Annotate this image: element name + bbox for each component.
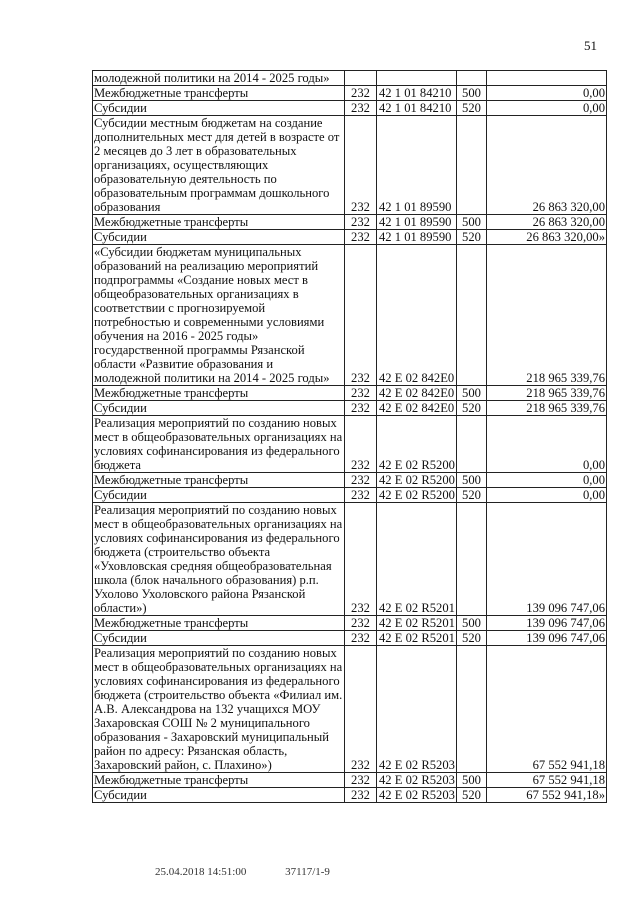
cell-department-code: 232	[345, 631, 377, 646]
cell-amount: 218 965 339,76	[487, 386, 607, 401]
table-row	[93, 488, 607, 503]
budget-table	[92, 70, 607, 803]
cell-amount: 139 096 747,06	[487, 503, 607, 616]
cell-target-article: 42 Е 02 842Е0	[377, 245, 457, 386]
cell-target-article: 42 1 01 84210	[377, 86, 457, 101]
cell-department-code: 232	[345, 245, 377, 386]
table-row	[93, 503, 607, 616]
cell-target-article: 42 Е 02 R5203	[377, 773, 457, 788]
cell-amount: 139 096 747,06	[487, 616, 607, 631]
cell-amount: 218 965 339,76	[487, 245, 607, 386]
cell-name: Субсидии	[93, 788, 345, 803]
cell-amount: 67 552 941,18»	[487, 788, 607, 803]
table-row	[93, 631, 607, 646]
cell-department-code: 232	[345, 401, 377, 416]
cell-target-article: 42 1 01 89590	[377, 116, 457, 215]
cell-expense-type	[457, 646, 487, 773]
cell-name: Межбюджетные трансферты	[93, 215, 345, 230]
cell-amount	[487, 71, 607, 86]
cell-expense-type: 500	[457, 616, 487, 631]
cell-expense-type: 520	[457, 230, 487, 245]
cell-name: Межбюджетные трансферты	[93, 773, 345, 788]
cell-amount: 67 552 941,18	[487, 646, 607, 773]
cell-name: Субсидии	[93, 488, 345, 503]
cell-target-article: 42 Е 02 R5203	[377, 788, 457, 803]
cell-expense-type: 500	[457, 386, 487, 401]
cell-target-article	[377, 71, 457, 86]
cell-amount: 139 096 747,06	[487, 631, 607, 646]
table-row	[93, 416, 607, 473]
table-row	[93, 71, 607, 86]
cell-name: Субсидии	[93, 401, 345, 416]
cell-expense-type	[457, 71, 487, 86]
cell-name: «Субсидии бюджетам муниципальных образований на реализацию мероприятий подпрограммы «Создание новых мест в общеобразовательных организациях в соответствии с прогнозируемой потребностью и современными условиями обучения на 2016 - 2025 годы» государственной программы Рязанской области «Развитие образования и молодежной политики на 2014 - 2025 годы»	[93, 245, 345, 386]
cell-target-article: 42 Е 02 R5200	[377, 473, 457, 488]
cell-name: Субсидии	[93, 101, 345, 116]
cell-name: Субсидии	[93, 230, 345, 245]
cell-name: Субсидии	[93, 631, 345, 646]
cell-department-code: 232	[345, 788, 377, 803]
table-row	[93, 86, 607, 101]
cell-name: Реализация мероприятий по созданию новых мест в общеобразовательных организациях на условиях софинансирования из федерального бюджета (строительство объекта «Уховловская средняя общеобразовательная школа (блок начального образования) р.п. Ухолово Ухоловского района Рязанской области»)	[93, 503, 345, 616]
cell-target-article: 42 Е 02 R5203	[377, 646, 457, 773]
cell-target-article: 42 Е 02 R5201	[377, 503, 457, 616]
cell-expense-type: 520	[457, 631, 487, 646]
cell-department-code: 232	[345, 386, 377, 401]
cell-amount: 0,00	[487, 416, 607, 473]
cell-department-code: 232	[345, 86, 377, 101]
cell-amount: 0,00	[487, 488, 607, 503]
cell-expense-type	[457, 503, 487, 616]
cell-expense-type	[457, 245, 487, 386]
cell-amount: 218 965 339,76	[487, 401, 607, 416]
cell-name: Реализация мероприятий по созданию новых мест в общеобразовательных организациях на условиях софинансирования из федерального бюджета	[93, 416, 345, 473]
cell-department-code: 232	[345, 473, 377, 488]
cell-amount: 0,00	[487, 101, 607, 116]
table-row	[93, 386, 607, 401]
cell-name: Субсидии местным бюджетам на создание дополнительных мест для детей в возрасте от 2 месяцев до 3 лет в образовательных организациях, осуществляющих образовательную деятельность по образовательным программам дошкольного образования	[93, 116, 345, 215]
cell-expense-type	[457, 116, 487, 215]
table-row	[93, 215, 607, 230]
table-row	[93, 101, 607, 116]
cell-target-article: 42 Е 02 842Е0	[377, 386, 457, 401]
cell-name: молодежной политики на 2014 - 2025 годы»	[93, 71, 345, 86]
cell-expense-type: 500	[457, 773, 487, 788]
cell-amount: 0,00	[487, 86, 607, 101]
table-row	[93, 401, 607, 416]
table-row	[93, 773, 607, 788]
cell-department-code: 232	[345, 616, 377, 631]
cell-department-code: 232	[345, 488, 377, 503]
cell-amount: 0,00	[487, 473, 607, 488]
table-row	[93, 646, 607, 773]
cell-department-code	[345, 71, 377, 86]
cell-expense-type: 500	[457, 215, 487, 230]
table-row	[93, 473, 607, 488]
document-code: 37117/1-9	[285, 866, 330, 878]
print-timestamp: 25.04.2018 14:51:00	[155, 866, 247, 878]
cell-department-code: 232	[345, 773, 377, 788]
cell-department-code: 232	[345, 101, 377, 116]
cell-expense-type: 500	[457, 473, 487, 488]
cell-department-code: 232	[345, 416, 377, 473]
page-number: 51	[584, 38, 597, 53]
cell-expense-type: 520	[457, 401, 487, 416]
table-body	[93, 71, 607, 803]
cell-target-article: 42 Е 02 842Е0	[377, 401, 457, 416]
table-row	[93, 788, 607, 803]
cell-name: Межбюджетные трансферты	[93, 86, 345, 101]
cell-target-article: 42 Е 02 R5200	[377, 416, 457, 473]
cell-target-article: 42 1 01 89590	[377, 215, 457, 230]
table-row	[93, 116, 607, 215]
page-footer	[155, 866, 366, 878]
cell-name: Межбюджетные трансферты	[93, 386, 345, 401]
table-row	[93, 616, 607, 631]
cell-amount: 67 552 941,18	[487, 773, 607, 788]
cell-name: Межбюджетные трансферты	[93, 616, 345, 631]
cell-target-article: 42 Е 02 R5201	[377, 616, 457, 631]
cell-expense-type: 520	[457, 101, 487, 116]
cell-target-article: 42 Е 02 R5200	[377, 488, 457, 503]
table-row	[93, 230, 607, 245]
cell-expense-type: 500	[457, 86, 487, 101]
cell-target-article: 42 1 01 84210	[377, 101, 457, 116]
cell-name: Межбюджетные трансферты	[93, 473, 345, 488]
cell-department-code: 232	[345, 116, 377, 215]
cell-expense-type	[457, 416, 487, 473]
cell-expense-type: 520	[457, 488, 487, 503]
cell-expense-type: 520	[457, 788, 487, 803]
cell-name: Реализация мероприятий по созданию новых мест в общеобразовательных организациях на условиях софинансирования из федерального бюджета (строительство объекта «Филиал им. А.В. Александрова на 132 учащихся МОУ Захаровская СОШ № 2 муниципального образования - Захаровский муниципальный район по адресу: Рязанская область, Захаровский район, с. Плахино»)	[93, 646, 345, 773]
cell-department-code: 232	[345, 215, 377, 230]
cell-department-code: 232	[345, 230, 377, 245]
cell-department-code: 232	[345, 646, 377, 773]
cell-amount: 26 863 320,00	[487, 215, 607, 230]
cell-target-article: 42 Е 02 R5201	[377, 631, 457, 646]
cell-amount: 26 863 320,00»	[487, 230, 607, 245]
cell-amount: 26 863 320,00	[487, 116, 607, 215]
table-row	[93, 245, 607, 386]
cell-department-code: 232	[345, 503, 377, 616]
cell-target-article: 42 1 01 89590	[377, 230, 457, 245]
